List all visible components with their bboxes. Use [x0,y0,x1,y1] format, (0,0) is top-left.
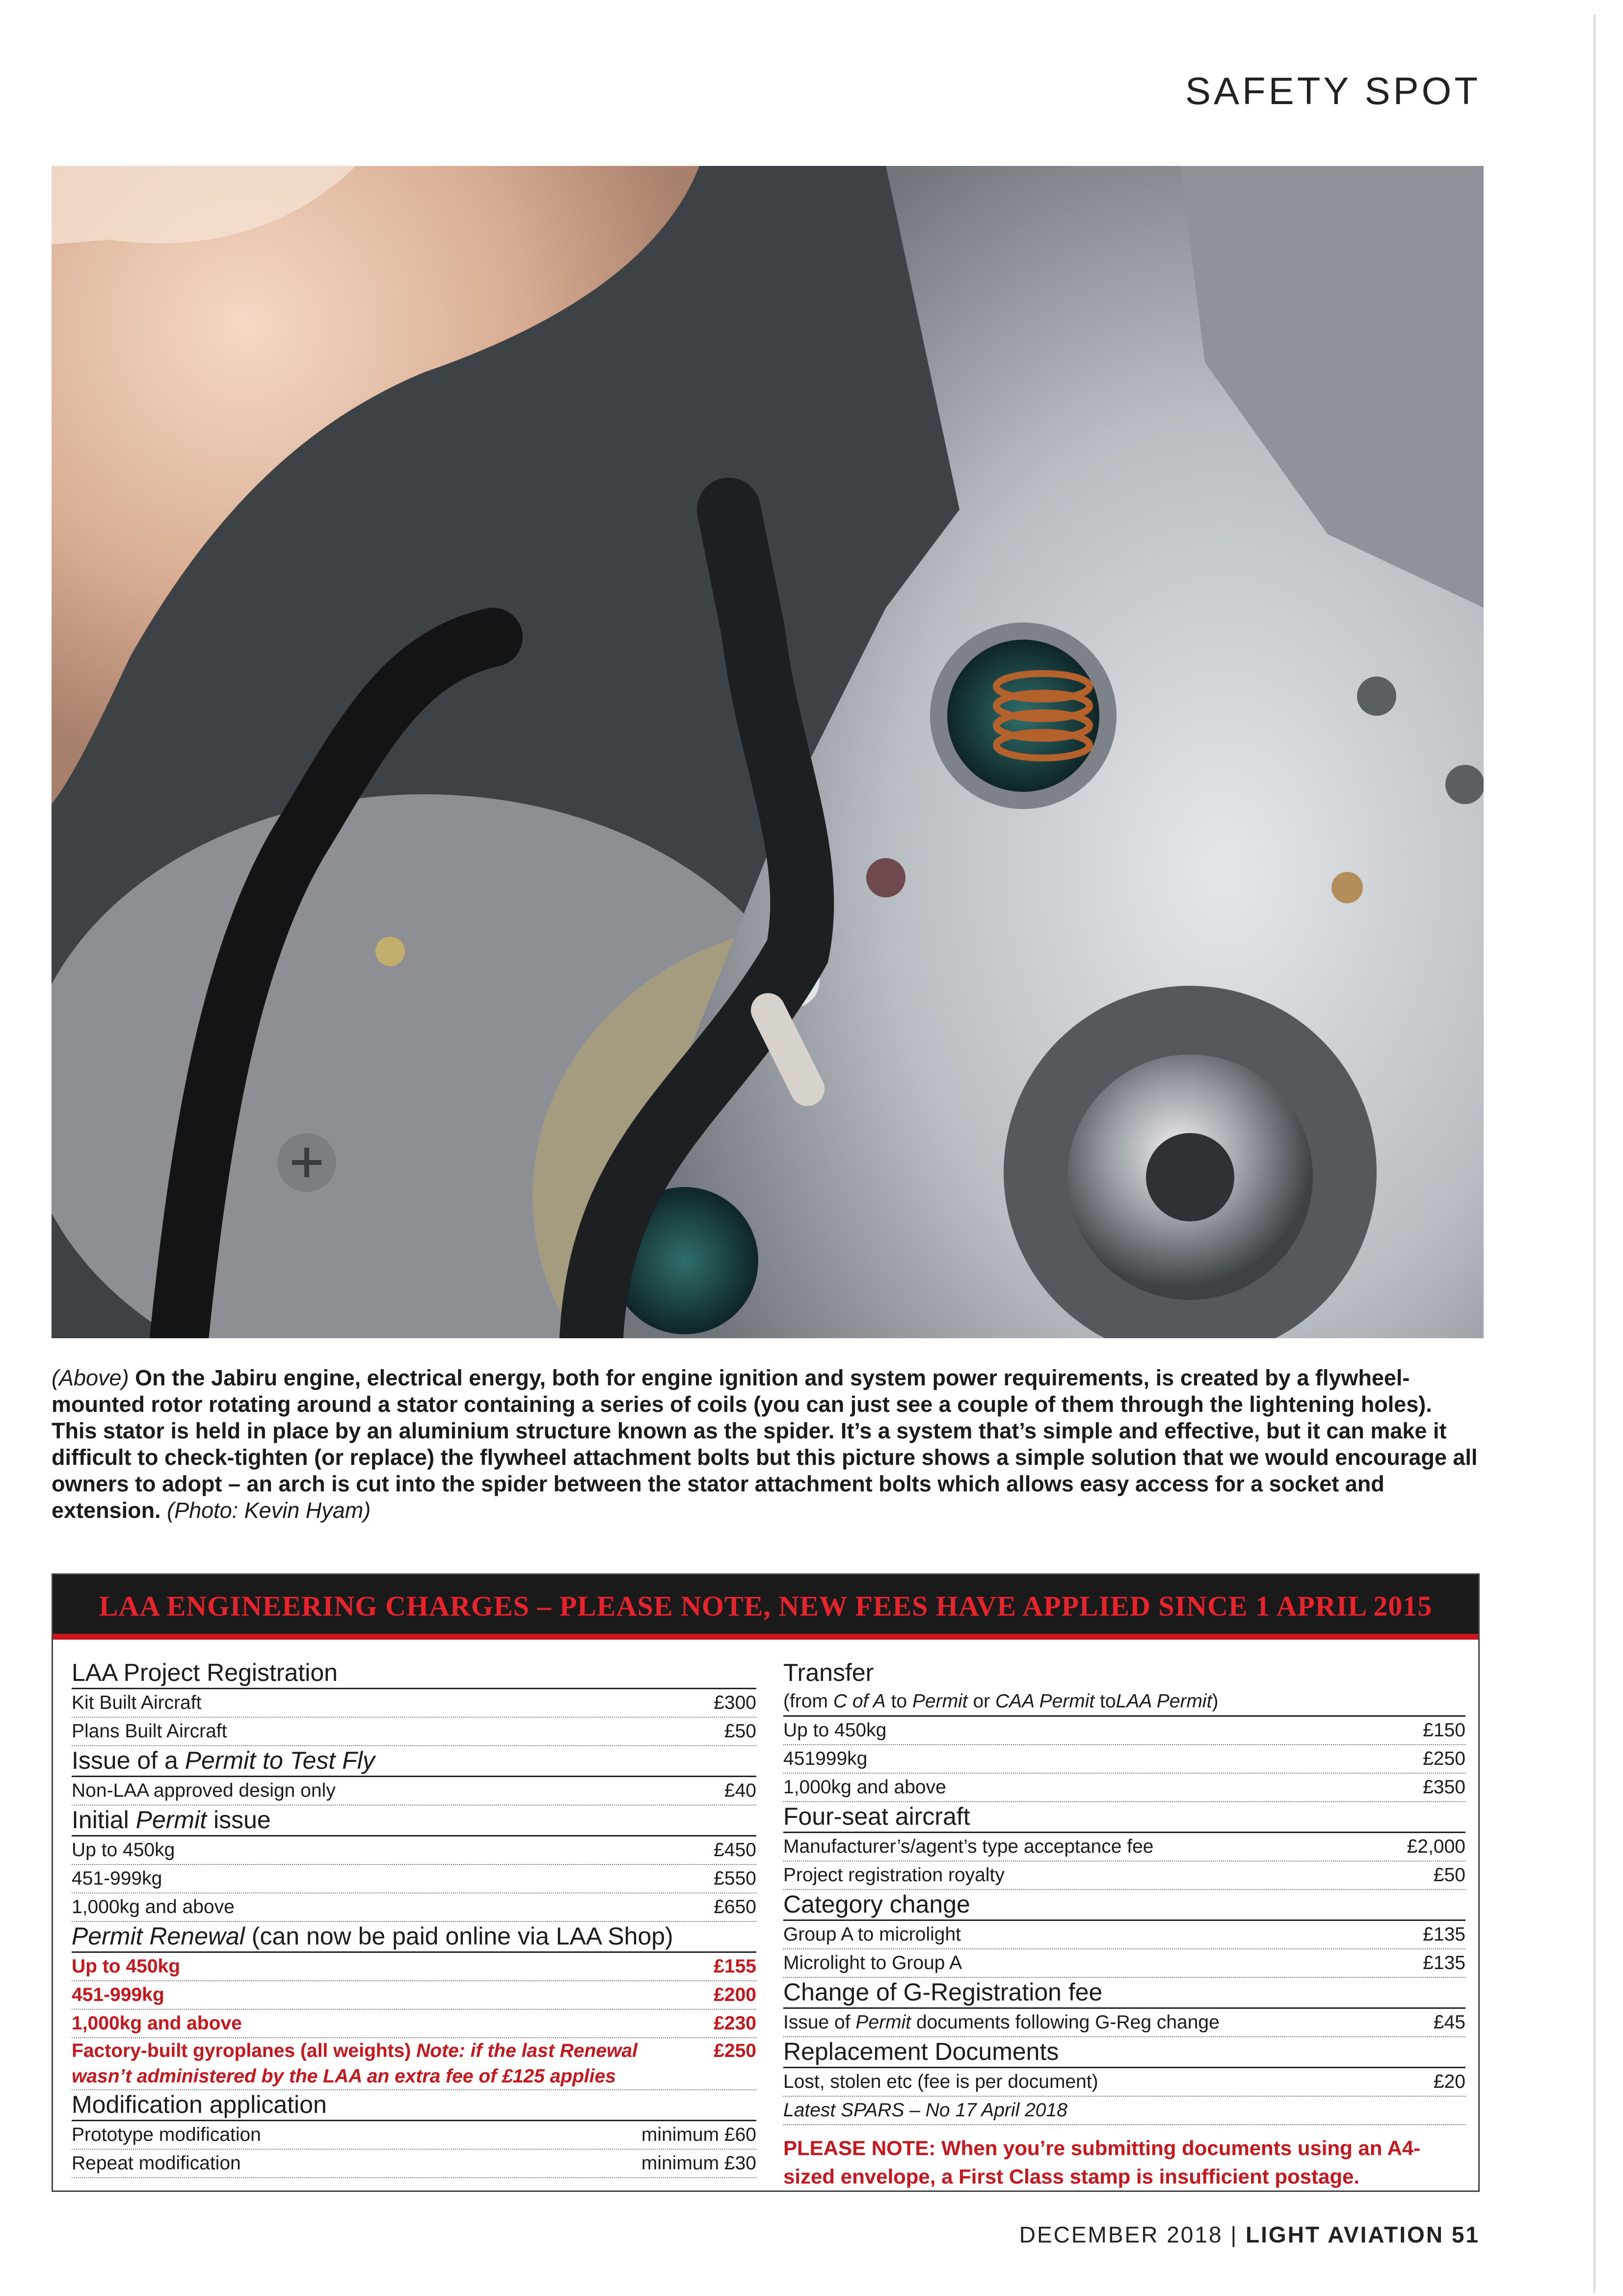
section-header: SAFETY SPOT [1185,69,1481,112]
group-replacement: Replacement Documents [783,2037,1465,2068]
fee-row: 1,000kg and above £350 [783,1774,1465,1802]
engine-photo [52,166,1484,1338]
group-transfer: Transfer [783,1659,874,1686]
gyroplane-fee-row: Factory-built gyroplanes (all weights) Note: if the last Renewal wasn’t administered by the LAA an extra fee of £125 applies £250 [72,2038,756,2090]
footer-issue: DECEMBER 2018 | [1019,2222,1246,2247]
gyroplane-fee: £250 [714,2040,756,2061]
caption-body: On the Jabiru engine, electrical energy, both for engine ignition and system power requirements, is created by a flywheel-mounted rotor rotating around a stator containing a series of coils (you can just see a couple of them through the lightening holes). This stator is held in place by an aluminium structure known as the spider. It’s a system that’s simple and effective, but it can make it difficult to check-tighten (or replace) the flywheel attachment bolts but this picture shows a simple solution that we would encourage all owners to adopt – an arch is cut into the spider between the stator attachment bolts which allows easy access for a socket and extension. [52,1365,1478,1523]
fee-row: Plans Built Aircraft £50 [72,1718,756,1746]
group-project-registration: LAA Project Registration [72,1658,756,1689]
fee-row: Project registration royalty £50 [783,1862,1465,1890]
fee-row: Manufacturer’s/agent’s type acceptance fee £2,000 [783,1833,1465,1862]
group-permit-renewal: Permit Renewal (can now be paid online via LAA Shop) [72,1922,756,1953]
transfer-subtitle: (from C of A to Permit or CAA Permit toLAA Permit) [783,1688,1465,1717]
charges-left-column [72,1658,756,2178]
fee-row: Repeat modification minimum £30 [72,2150,756,2178]
fee-row: 1,000kg and above £230 [72,2010,756,2038]
group-modification: Modification application [72,2090,756,2121]
charges-banner [53,1575,1478,1640]
page-edge-rule [1594,15,1596,2293]
fee-row: Up to 450kg £155 [72,1953,756,1981]
fee-row: 451999kg £250 [783,1745,1465,1774]
fee-row: Kit Built Aircraft £300 [72,1689,756,1718]
fee-row: Up to 450kg £150 [783,1717,1465,1745]
fee-row: Lost, stolen etc (fee is per document) £20 [783,2068,1465,2097]
postage-note: PLEASE NOTE: When you’re submitting documents using an A4-sized envelope, a First Class stamp is insufficient postage. [783,2136,1421,2188]
caption-lead: (Above) [52,1365,129,1390]
charges-right-column [783,1658,1465,2191]
fee-row: Issue of Permit documents following G-Reg change £45 [783,2009,1465,2037]
group-issue-ptf: Issue of a Permit to Test Fly [72,1746,756,1777]
group-category-change: Category change [783,1890,1465,1921]
engine-photo-illustration [52,166,1484,1338]
footer-magazine: LIGHT AVIATION 51 [1246,2222,1480,2247]
page-footer [1019,2221,1480,2248]
fee-row: 1,000kg and above £650 [72,1893,756,1922]
fee-row: Group A to microlight £135 [783,1921,1465,1949]
engineering-charges-box [52,1573,1480,2192]
spars-note: Latest SPARS – No 17 April 2018 [783,2097,1465,2125]
fee-row: 451-999kg £200 [72,1981,756,2010]
group-initial-permit: Initial Permit issue [72,1806,756,1837]
photo-caption [52,1365,1482,1524]
fee-row: Microlight to Group A £135 [783,1949,1465,1978]
fee-row: 451-999kg £550 [72,1865,756,1893]
group-four-seat: Four-seat aircraft [783,1802,1465,1833]
fee-row: Prototype modification minimum £60 [72,2121,756,2150]
fee-row: Non-LAA approved design only £40 [72,1777,756,1806]
charges-banner-text: LAA ENGINEERING CHARGES – PLEASE NOTE, NEW FEES HAVE APPLIED SINCE 1 APRIL 2015 [99,1590,1433,1622]
caption-credit: (Photo: Kevin Hyam) [167,1498,371,1523]
fee-row: Up to 450kg £450 [72,1837,756,1865]
group-greg-change: Change of G-Registration fee [783,1978,1465,2009]
